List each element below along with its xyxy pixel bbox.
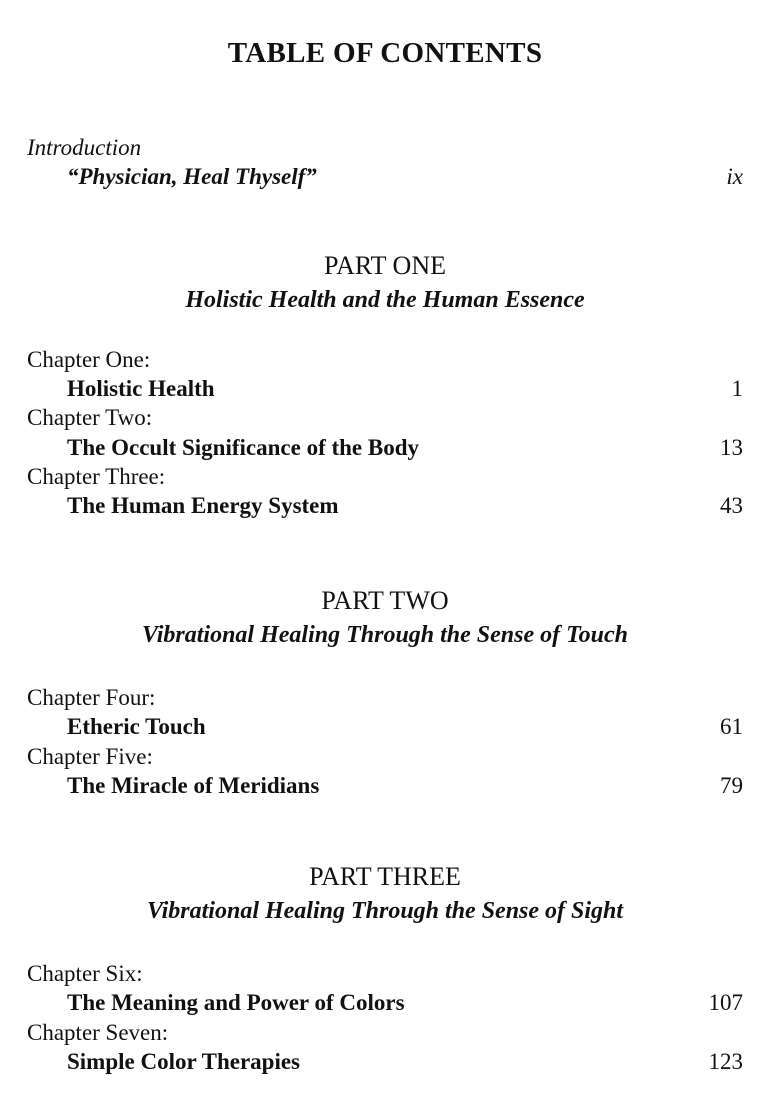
part-heading: PART THREE — [309, 862, 461, 891]
chapter-page: 107 — [708, 990, 743, 1015]
chapter-title: The Miracle of Meridians — [67, 773, 320, 798]
chapter-label: Chapter Three: — [27, 464, 166, 489]
chapter-page: 61 — [720, 714, 743, 739]
introduction-page: ix — [726, 164, 743, 189]
chapter-label: Chapter One: — [27, 347, 151, 372]
chapter-title: Holistic Health — [67, 376, 215, 401]
chapter-title: The Occult Significance of the Body — [67, 435, 420, 460]
chapter-title: The Meaning and Power of Colors — [67, 990, 405, 1015]
chapter-title: The Human Energy System — [67, 493, 339, 518]
chapter-page: 13 — [720, 435, 743, 460]
part-heading: PART ONE — [324, 251, 446, 280]
chapter-title: Etheric Touch — [67, 714, 206, 739]
chapter-page: 79 — [720, 773, 743, 798]
introduction-title: “Physician, Heal Thyself” — [67, 164, 317, 189]
page-title: TABLE OF CONTENTS — [227, 37, 543, 69]
introduction-label: Introduction — [27, 135, 142, 160]
chapter-label: Chapter Five: — [27, 744, 153, 769]
chapter-label: Chapter Six: — [27, 961, 143, 986]
part-subtitle: Holistic Health and the Human Essence — [185, 287, 585, 313]
chapter-title: Simple Color Therapies — [67, 1049, 300, 1074]
part-subtitle: Vibrational Healing Through the Sense of Touch — [142, 622, 628, 648]
chapter-label: Chapter Two: — [27, 405, 153, 430]
part-heading: PART TWO — [321, 586, 449, 615]
chapter-page: 123 — [708, 1049, 743, 1074]
chapter-page: 1 — [731, 376, 743, 401]
part-subtitle: Vibrational Healing Through the Sense of Sight — [146, 898, 624, 924]
chapter-label: Chapter Seven: — [27, 1020, 169, 1045]
chapter-page: 43 — [720, 493, 743, 518]
chapter-label: Chapter Four: — [27, 685, 156, 710]
